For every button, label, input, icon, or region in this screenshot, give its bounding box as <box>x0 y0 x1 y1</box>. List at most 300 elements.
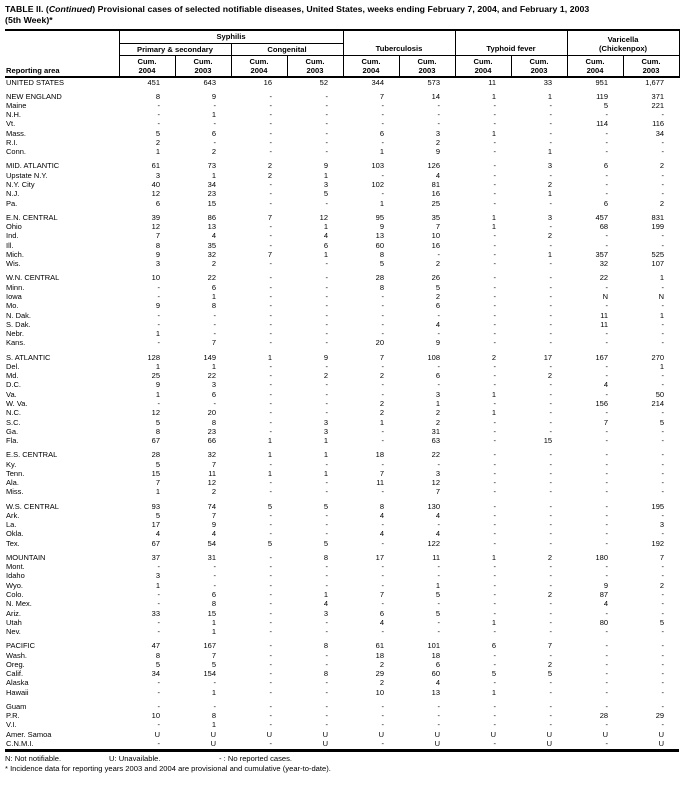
value-cell: - <box>549 701 553 711</box>
value-cell: 1 <box>323 450 328 460</box>
value-cell: 1 <box>547 189 553 199</box>
value-cell: - <box>325 571 328 581</box>
value-cell: - <box>661 599 665 609</box>
table-row <box>5 418 679 427</box>
table-row <box>5 147 679 156</box>
value-cell: - <box>381 538 384 548</box>
value-cell: 2 <box>547 231 553 241</box>
value-cell: - <box>661 180 665 190</box>
footnote-incidence-note: * Incidence data for reporting years 2003 and 2004 are provisional and cumulative (year-to-date). <box>5 763 331 773</box>
value-cell: 8 <box>155 426 160 436</box>
value-cell: - <box>157 110 160 120</box>
value-cell: 3 <box>155 170 160 180</box>
value-cell: - <box>605 701 609 711</box>
value-cell: 5 <box>155 659 160 669</box>
reporting-area-cell: Hawaii <box>6 687 29 697</box>
value-cell: U <box>658 739 665 749</box>
typhoid-fever-group-header: Typhoid fever <box>455 30 567 55</box>
value-cell: 1 <box>323 468 328 478</box>
value-cell: - <box>437 617 441 627</box>
value-cell: 80 <box>599 617 609 627</box>
value-cell: - <box>605 501 609 511</box>
value-cell: 4 <box>603 380 609 390</box>
reporting-area-cell: Pa. <box>6 198 18 208</box>
value-cell: 2 <box>379 371 384 381</box>
value-cell: U <box>658 729 665 739</box>
value-cell: 156 <box>595 398 609 408</box>
value-cell: 128 <box>147 352 160 362</box>
table-row <box>5 138 679 147</box>
value-cell: - <box>549 580 553 590</box>
value-cell: - <box>269 478 272 488</box>
value-cell: - <box>269 282 272 292</box>
reporting-area-cell: Minn. <box>6 282 25 292</box>
value-cell: 6 <box>491 641 497 651</box>
value-cell: 15 <box>207 198 216 208</box>
value-cell: - <box>605 459 609 469</box>
value-cell: - <box>269 91 272 101</box>
value-cell: 1 <box>547 91 553 101</box>
value-cell: - <box>549 222 553 232</box>
value-cell: - <box>493 273 497 283</box>
value-cell: - <box>269 426 272 436</box>
value-cell: 8 <box>211 599 216 609</box>
value-cell: - <box>549 198 553 208</box>
table-row <box>5 259 679 268</box>
value-cell: - <box>381 627 384 637</box>
value-cell: 8 <box>379 282 384 292</box>
value-cell: - <box>325 459 328 469</box>
value-cell: - <box>213 571 216 581</box>
value-cell: 4 <box>379 617 384 627</box>
value-cell: - <box>325 110 328 120</box>
value-cell: - <box>269 510 272 520</box>
value-cell: 1 <box>491 389 497 399</box>
value-cell: - <box>325 380 328 390</box>
value-cell: 2 <box>155 138 160 148</box>
table-header <box>5 30 679 77</box>
value-cell: 5 <box>491 669 497 679</box>
value-cell: 33 <box>151 608 160 618</box>
table-row <box>5 371 679 380</box>
value-cell: - <box>549 273 553 283</box>
value-cell: 119 <box>596 91 609 101</box>
value-cell: - <box>493 231 497 241</box>
value-cell: - <box>605 361 609 371</box>
value-cell: 7 <box>155 231 160 241</box>
value-cell: - <box>493 678 497 688</box>
value-cell: - <box>549 128 553 138</box>
value-cell: U <box>546 729 553 739</box>
value-cell: - <box>157 398 160 408</box>
value-cell: 18 <box>431 650 441 660</box>
value-cell: - <box>437 701 441 711</box>
value-cell: - <box>325 487 328 497</box>
value-cell: - <box>605 426 609 436</box>
table-row <box>5 436 679 445</box>
value-cell: - <box>381 599 384 609</box>
value-cell: - <box>493 627 497 637</box>
value-cell: - <box>493 100 497 110</box>
reporting-area-cell: Fla. <box>6 436 19 446</box>
value-cell: - <box>157 319 160 329</box>
value-cell: 8 <box>211 417 216 427</box>
value-cell: - <box>437 119 441 129</box>
value-cell: 32 <box>207 249 216 259</box>
value-cell: - <box>269 487 272 497</box>
value-cell: 3 <box>323 608 328 618</box>
value-cell: - <box>605 329 609 339</box>
value-cell: 2 <box>547 659 553 669</box>
value-cell: 525 <box>651 249 665 259</box>
value-cell: 67 <box>151 436 160 446</box>
value-cell: 1 <box>211 170 216 180</box>
value-cell: 22 <box>207 371 216 381</box>
value-cell: - <box>549 650 553 660</box>
value-cell: - <box>381 110 384 120</box>
value-cell: - <box>661 608 665 618</box>
value-cell: 371 <box>651 91 665 101</box>
table-row <box>5 520 679 529</box>
value-cell: 116 <box>652 119 665 129</box>
table-row <box>5 110 679 119</box>
value-cell: - <box>325 627 328 637</box>
value-cell: - <box>269 659 272 669</box>
value-cell: 6 <box>211 590 216 600</box>
value-cell: 2 <box>435 259 441 269</box>
value-cell: - <box>661 329 665 339</box>
value-cell: 102 <box>371 180 384 190</box>
value-cell: - <box>661 408 665 418</box>
reporting-area-cell: N. Dak. <box>6 310 32 320</box>
value-cell: - <box>493 590 497 600</box>
value-cell: 60 <box>375 240 384 250</box>
reporting-area-cell: Nev. <box>6 627 21 637</box>
value-cell: - <box>549 720 553 730</box>
value-cell: 3 <box>155 571 160 581</box>
value-cell: 1 <box>155 580 160 590</box>
value-cell: 25 <box>151 371 160 381</box>
value-cell: 1 <box>491 552 497 562</box>
value-cell: 573 <box>427 77 441 87</box>
value-cell: - <box>605 627 609 637</box>
value-cell: - <box>493 380 497 390</box>
value-cell: - <box>605 301 609 311</box>
value-cell: - <box>437 249 441 259</box>
value-cell: - <box>549 459 553 469</box>
value-cell: 149 <box>203 352 216 362</box>
value-cell: - <box>661 487 665 497</box>
table-row <box>5 553 679 562</box>
value-cell: - <box>437 599 441 609</box>
reporting-area-cell: Miss. <box>6 487 24 497</box>
value-cell: 1 <box>155 147 160 157</box>
value-cell: - <box>549 361 553 371</box>
value-cell: - <box>157 687 160 697</box>
syphilis-group-header: Syphilis <box>119 30 343 43</box>
reporting-area-cell: Va. <box>6 389 17 399</box>
value-cell: - <box>269 590 272 600</box>
value-cell: - <box>269 687 272 697</box>
value-cell: - <box>493 520 497 530</box>
reporting-area-cell: Maine <box>6 100 27 110</box>
reporting-area-cell: W.N. CENTRAL <box>6 273 60 283</box>
value-cell: 11 <box>600 310 609 320</box>
value-cell: - <box>157 627 160 637</box>
reporting-area-cell: E.S. CENTRAL <box>6 450 58 460</box>
value-cell: 1 <box>491 91 497 101</box>
value-cell: 1 <box>435 398 441 408</box>
value-cell: - <box>269 520 272 530</box>
reporting-area-cell: Mo. <box>6 301 19 311</box>
value-cell: 199 <box>651 222 665 232</box>
value-cell: - <box>381 291 384 301</box>
value-cell: - <box>269 650 272 660</box>
legend-unavailable: U: Unavailable. <box>109 754 161 764</box>
value-cell: - <box>661 240 665 250</box>
table-row <box>5 292 679 301</box>
value-cell: - <box>493 701 497 711</box>
value-cell: - <box>661 436 665 446</box>
value-cell: 5 <box>155 510 160 520</box>
value-cell: - <box>493 170 497 180</box>
table-row <box>5 478 679 487</box>
value-cell: - <box>661 590 665 600</box>
value-cell: 5 <box>379 259 384 269</box>
value-cell: - <box>269 361 272 371</box>
reporting-area-cell: Ohio <box>6 222 22 232</box>
value-cell: 26 <box>431 273 441 283</box>
value-cell: 10 <box>151 273 160 283</box>
value-cell: 1 <box>155 361 160 371</box>
reporting-area-cell: N.J. <box>6 189 20 199</box>
value-cell: 22 <box>599 273 609 283</box>
value-cell: - <box>493 468 497 478</box>
value-cell: - <box>661 659 665 669</box>
value-cell: - <box>605 389 609 399</box>
value-cell: - <box>325 259 328 269</box>
value-cell: - <box>269 198 272 208</box>
value-cell: 1 <box>211 361 216 371</box>
value-cell: - <box>269 571 272 581</box>
value-cell: - <box>437 380 441 390</box>
value-cell: - <box>661 571 665 581</box>
value-cell: 28 <box>599 711 609 721</box>
table-row <box>5 627 679 636</box>
value-cell: 4 <box>603 599 609 609</box>
value-cell: - <box>325 147 328 157</box>
value-cell: U <box>154 729 160 739</box>
value-cell: - <box>269 291 272 301</box>
value-cell: 1 <box>491 617 497 627</box>
value-cell: 4 <box>211 231 216 241</box>
value-cell: - <box>549 301 553 311</box>
value-cell: 457 <box>595 212 609 222</box>
value-cell: - <box>661 641 665 651</box>
value-cell: - <box>325 138 328 148</box>
value-cell: - <box>269 459 272 469</box>
value-cell: 9 <box>435 147 441 157</box>
value-cell: - <box>213 319 216 329</box>
reporting-area-cell: UNITED STATES <box>6 77 65 87</box>
value-cell: 5 <box>267 501 272 511</box>
value-cell: - <box>549 426 553 436</box>
column-header-cum-2003: Cum. 2003 <box>399 55 455 77</box>
value-cell: 34 <box>151 669 160 679</box>
table-row <box>5 581 679 590</box>
value-cell: 35 <box>207 240 216 250</box>
value-cell: 6 <box>211 282 216 292</box>
value-cell: - <box>493 110 497 120</box>
table-row <box>5 539 679 548</box>
reporting-area-cell: Tex. <box>6 538 20 548</box>
value-cell: - <box>381 739 384 749</box>
value-cell: 3 <box>211 380 216 390</box>
value-cell: - <box>493 426 497 436</box>
value-cell: - <box>549 319 553 329</box>
value-cell: 9 <box>155 380 160 390</box>
value-cell: 5 <box>267 538 272 548</box>
value-cell: - <box>493 249 497 259</box>
value-cell: - <box>493 259 497 269</box>
reporting-area-cell: MID. ATLANTIC <box>6 161 60 171</box>
table-row <box>5 380 679 389</box>
value-cell: - <box>493 147 497 157</box>
value-cell: 54 <box>207 538 216 548</box>
value-cell: - <box>605 110 609 120</box>
value-cell: - <box>269 329 272 339</box>
value-cell: - <box>549 338 553 348</box>
value-cell: 47 <box>151 641 160 651</box>
value-cell: - <box>325 119 328 129</box>
value-cell: - <box>605 189 609 199</box>
table-row <box>5 77 679 87</box>
value-cell: - <box>493 310 497 320</box>
value-cell: 5 <box>323 538 328 548</box>
value-cell: 167 <box>203 641 216 651</box>
value-cell: 126 <box>427 161 441 171</box>
value-cell: - <box>325 291 328 301</box>
value-cell: - <box>325 361 328 371</box>
value-cell: 1 <box>267 436 272 446</box>
value-cell: - <box>325 701 328 711</box>
table-row <box>5 301 679 310</box>
value-cell: U <box>322 729 328 739</box>
reporting-area-header: Reporting area <box>5 30 119 77</box>
table-row <box>5 408 679 417</box>
value-cell: - <box>493 608 497 618</box>
value-cell: - <box>605 739 609 749</box>
value-cell: - <box>605 510 609 520</box>
value-cell: 74 <box>207 501 216 511</box>
value-cell: 61 <box>375 641 384 651</box>
value-cell: - <box>213 701 216 711</box>
value-cell: - <box>381 720 384 730</box>
value-cell: 3 <box>547 212 553 222</box>
value-cell: 2 <box>435 138 441 148</box>
value-cell: 12 <box>151 189 160 199</box>
value-cell: 7 <box>379 468 384 478</box>
reporting-area-cell: Amer. Samoa <box>6 729 52 739</box>
table-row <box>5 562 679 571</box>
value-cell: - <box>269 678 272 688</box>
reporting-area-cell: Ill. <box>6 240 14 250</box>
table-row <box>5 590 679 599</box>
value-cell: - <box>325 389 328 399</box>
value-cell: - <box>325 650 328 660</box>
value-cell: 3 <box>435 389 441 399</box>
value-cell: - <box>661 319 665 329</box>
reporting-area-cell: Tenn. <box>6 468 25 478</box>
value-cell: - <box>269 608 272 618</box>
value-cell: - <box>549 138 553 148</box>
value-cell: - <box>549 170 553 180</box>
value-cell: - <box>661 669 665 679</box>
value-cell: 12 <box>319 212 328 222</box>
value-cell: 8 <box>379 501 384 511</box>
value-cell: 114 <box>596 119 609 129</box>
value-cell: 6 <box>211 128 216 138</box>
value-cell: 5 <box>323 501 328 511</box>
title-week-label: (5th Week)* <box>5 15 53 25</box>
value-cell: 29 <box>655 711 665 721</box>
value-cell: 4 <box>435 319 441 329</box>
value-cell: U <box>490 729 497 739</box>
reporting-area-cell: D.C. <box>6 380 21 390</box>
value-cell: - <box>605 138 609 148</box>
value-cell: 11 <box>432 552 441 562</box>
value-cell: 33 <box>543 77 553 87</box>
reporting-area-cell: PACIFIC <box>6 641 36 651</box>
value-cell: - <box>269 398 272 408</box>
value-cell: - <box>213 329 216 339</box>
value-cell: - <box>549 478 553 488</box>
value-cell: - <box>325 529 328 539</box>
value-cell: - <box>661 110 665 120</box>
value-cell: 6 <box>323 240 328 250</box>
value-cell: 108 <box>427 352 441 362</box>
value-cell: 7 <box>659 552 665 562</box>
value-cell: - <box>661 380 665 390</box>
reporting-area-cell: Wyo. <box>6 580 24 590</box>
reporting-area-cell: NEW ENGLAND <box>6 91 62 101</box>
value-cell: 5 <box>155 128 160 138</box>
value-cell: 23 <box>207 426 216 436</box>
value-cell: - <box>661 450 665 460</box>
value-cell: - <box>157 100 160 110</box>
value-cell: 4 <box>435 170 441 180</box>
value-cell: - <box>269 380 272 390</box>
reporting-area-cell: Conn. <box>6 147 27 157</box>
value-cell: - <box>381 380 384 390</box>
column-header-cum-2004: Cum. 2004 <box>567 55 623 77</box>
value-cell: 32 <box>599 259 609 269</box>
table-row <box>5 702 679 711</box>
reporting-area-cell: Ark. <box>6 510 20 520</box>
value-cell: 357 <box>595 249 609 259</box>
value-cell: - <box>605 529 609 539</box>
value-cell: - <box>605 408 609 418</box>
value-cell: U <box>210 729 216 739</box>
reporting-area-cell: Nebr. <box>6 329 24 339</box>
reporting-area-cell: Kans. <box>6 338 26 348</box>
value-cell: 61 <box>151 161 160 171</box>
value-cell: U <box>602 729 609 739</box>
table-row <box>5 651 679 660</box>
table-row <box>5 189 679 198</box>
value-cell: 1 <box>435 580 441 590</box>
value-cell: - <box>381 520 384 530</box>
